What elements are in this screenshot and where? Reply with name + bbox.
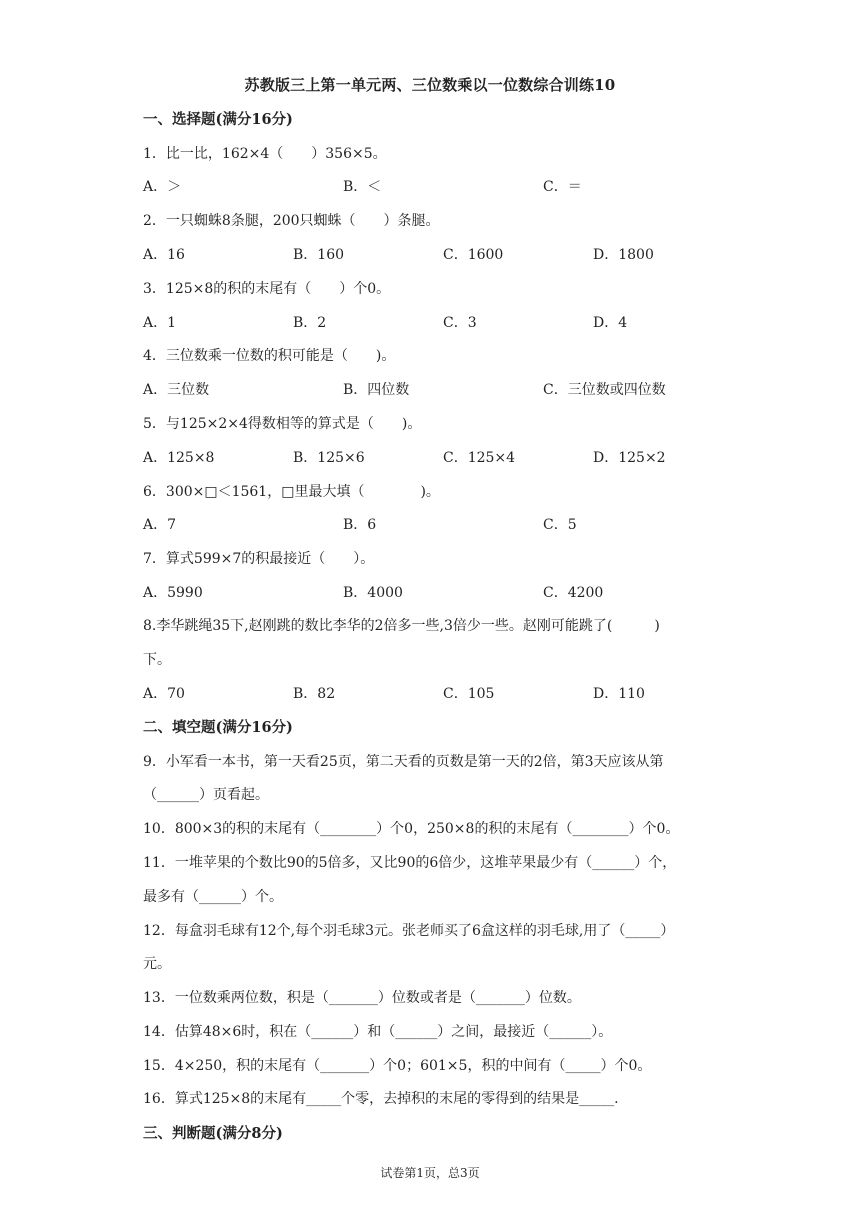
q4-option-a: A．三位数 <box>143 382 210 398</box>
q8-option-a: A．70 <box>143 686 185 702</box>
q5-option-c: C．125×4 <box>443 450 516 466</box>
q8-option-b: B．82 <box>293 686 336 702</box>
q6-option-b: B．6 <box>343 517 377 533</box>
section-fill-heading: 二、填空题(满分16分) <box>143 719 293 736</box>
page-title: 苏教版三上第一单元两、三位数乘以一位数综合训练10 <box>244 76 616 94</box>
q3-option-d: D．4 <box>593 315 628 331</box>
q1-option-b: B．＜ <box>343 179 382 195</box>
page-footer: 试卷第1页，总3页 <box>380 1166 480 1180</box>
q4-option-c: C．三位数或四位数 <box>543 382 666 398</box>
question-13: 13．一位数乘两位数，积是（_______）位数或者是（_______）位数。 <box>143 990 581 1006</box>
section-judge-heading: 三、判断题(满分8分) <box>143 1125 283 1142</box>
q7-option-a: A．5990 <box>143 585 203 601</box>
question-7: 7．算式599×7的积最接近（ ）。 <box>143 551 375 567</box>
q3-option-a: A．1 <box>143 315 177 331</box>
q5-option-b: B．125×6 <box>293 450 365 466</box>
question-15: 15．4×250，积的末尾有（_______）个0；601×5，积的中间有（_____）个0。 <box>143 1058 652 1074</box>
question-5: 5．与125×2×4得数相等的算式是（ )。 <box>143 416 422 432</box>
q2-option-a: A．16 <box>143 247 185 263</box>
q4-option-b: B．四位数 <box>343 382 410 398</box>
question-12-cont: 元。 <box>143 956 171 972</box>
q8-option-d: D．110 <box>593 686 645 702</box>
q2-option-b: B．160 <box>293 247 345 263</box>
question-11-cont: 最多有（______）个。 <box>143 889 283 905</box>
q7-option-b: B．4000 <box>343 585 403 601</box>
q2-option-c: C．1600 <box>443 247 504 263</box>
q5-option-d: D．125×2 <box>593 450 666 466</box>
q8-option-c: C．105 <box>443 686 495 702</box>
question-9: 9．小军看一本书，第一天看25页，第二天看的页数是第一天的2倍，第3天应该从第 <box>143 754 664 770</box>
question-8-cont: 下。 <box>143 652 171 668</box>
section-choice-heading: 一、选择题(满分16分) <box>143 111 293 128</box>
question-4: 4．三位数乘一位数的积可能是（ )。 <box>143 348 396 364</box>
question-9-cont: （______）页看起。 <box>143 787 269 803</box>
q2-option-d: D．1800 <box>593 247 654 263</box>
q6-option-c: C．5 <box>543 517 577 533</box>
question-3: 3．125×8的积的末尾有（ ）个0。 <box>143 281 391 297</box>
question-1: 1．比一比，162×4（ ）356×5。 <box>143 146 387 162</box>
question-11: 11．一堆苹果的个数比90的5倍多，又比90的6倍少，这堆苹果最少有（______）个， <box>143 855 677 871</box>
question-10: 10．800×3的积的末尾有（________）个0，250×8的积的末尾有（________）个0。 <box>143 821 680 837</box>
q1-option-c: C．＝ <box>543 179 582 195</box>
q3-option-b: B．2 <box>293 315 327 331</box>
question-6: 6．300×□＜1561，□里最大填（ )。 <box>143 484 440 500</box>
q7-option-c: C．4200 <box>543 585 604 601</box>
q6-option-a: A．7 <box>143 517 177 533</box>
question-8: 8.李华跳绳35下,赵刚跳的数比李华的2倍多一些,3倍少一些。赵刚可能跳了( ) <box>143 618 660 634</box>
question-16: 16．算式125×8的末尾有_____个零，去掉积的末尾的零得到的结果是_____. <box>143 1091 619 1107</box>
question-2: 2．一只蜘蛛8条腿，200只蜘蛛（ ）条腿。 <box>143 213 440 229</box>
q5-option-a: A．125×8 <box>143 450 215 466</box>
question-12: 12．每盒羽毛球有12个,每个羽毛球3元。张老师买了6盒这样的羽毛球,用了（_____） <box>143 923 675 939</box>
question-14: 14．估算48×6时，积在（______）和（______）之间，最接近（______）。 <box>143 1024 613 1040</box>
q1-option-a: A．＞ <box>143 179 182 195</box>
q3-option-c: C．3 <box>443 315 477 331</box>
